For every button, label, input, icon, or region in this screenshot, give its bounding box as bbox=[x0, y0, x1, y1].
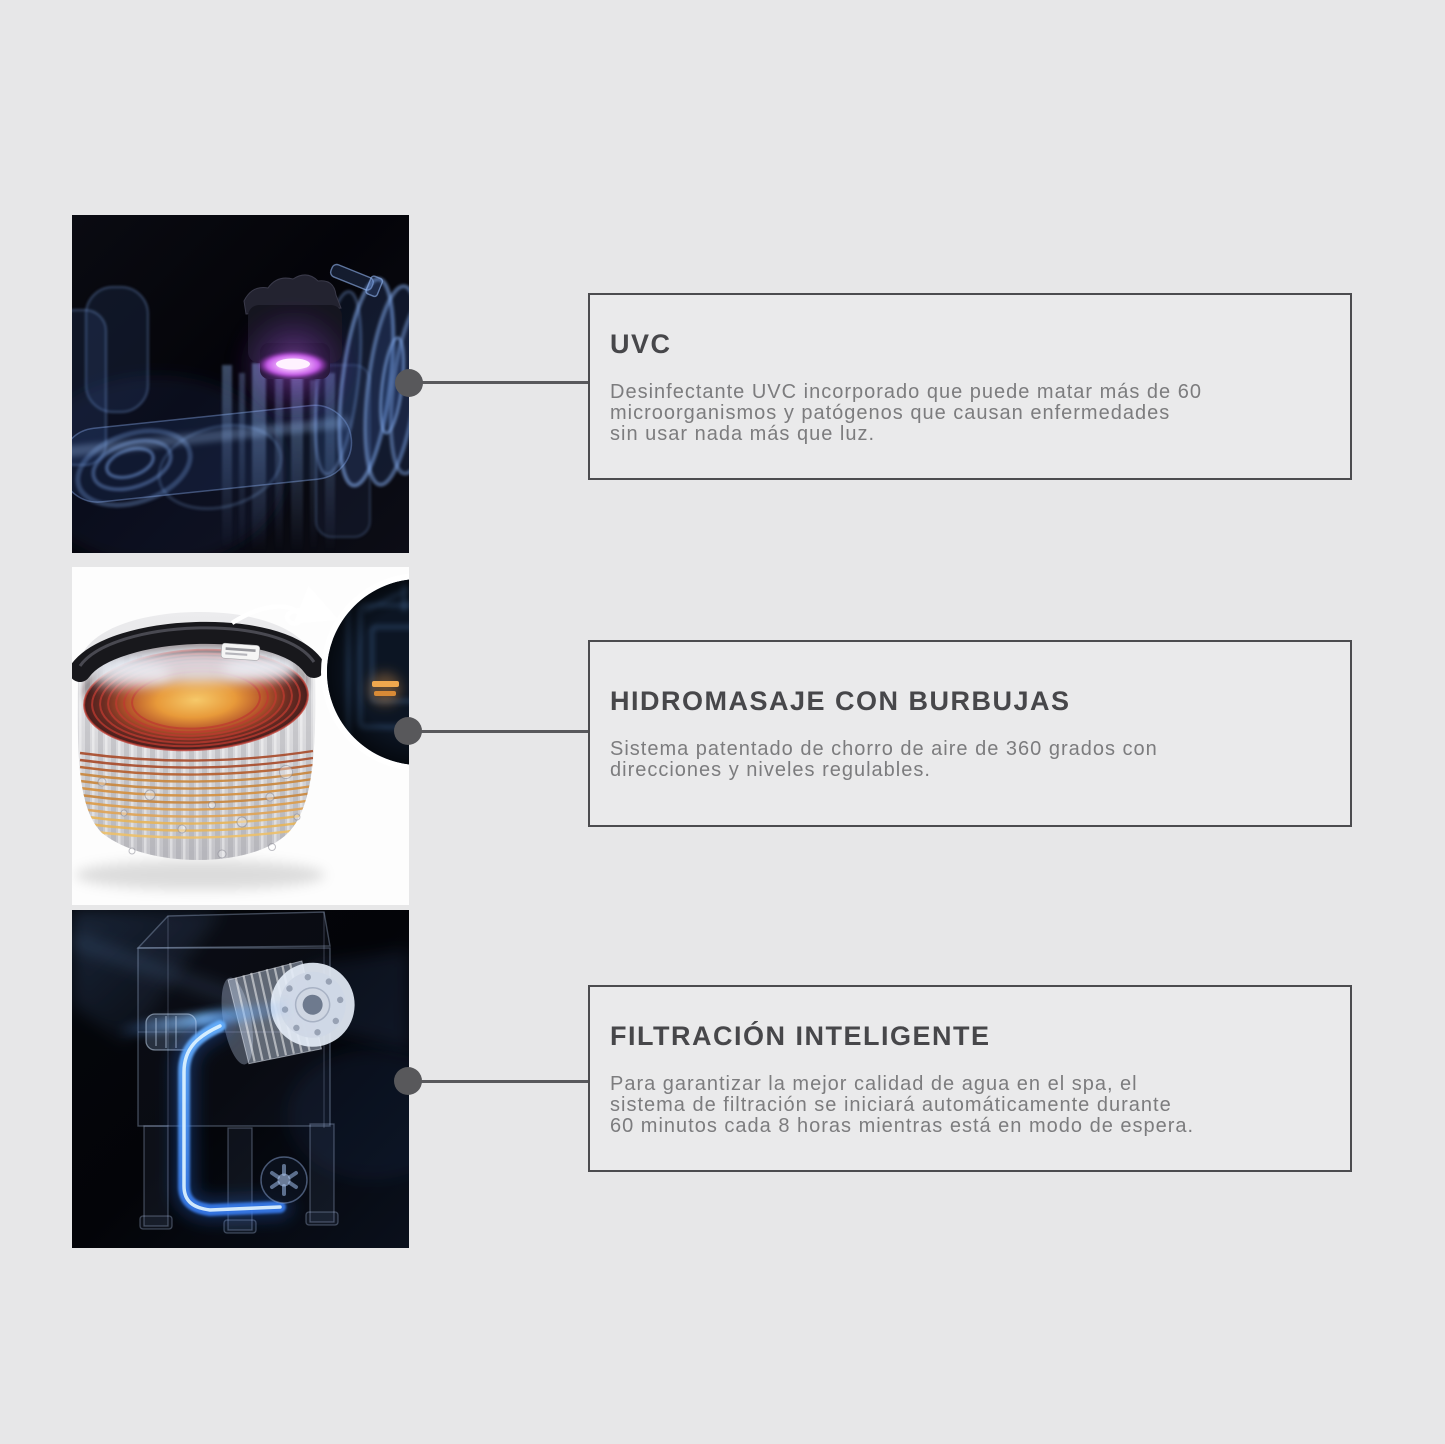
feature-description-hidromasaje bbox=[610, 739, 1322, 781]
connector-dot-filtracion bbox=[394, 1067, 422, 1095]
description-line: microorganismos y patógenos que causan enfermedades bbox=[610, 401, 1171, 424]
filtration-image bbox=[72, 910, 409, 1248]
feature-title-filtracion: FILTRACIÓN INTELIGENTE bbox=[610, 1020, 991, 1051]
description-line: Sistema patentado de chorro de aire de 360 grados con bbox=[610, 738, 1158, 760]
spa-image bbox=[72, 567, 409, 905]
connector-line-hidromasaje bbox=[408, 730, 589, 733]
filtration-xray-graphic bbox=[72, 910, 409, 1248]
feature-title-hidromasaje: HIDROMASAJE CON BURBUJAS bbox=[610, 686, 1071, 716]
description-line: 60 minutos cada 8 horas mientras está en modo de espera. bbox=[610, 1114, 1195, 1137]
feature-description-uvc bbox=[610, 382, 1322, 445]
connector-line-uvc bbox=[408, 381, 589, 384]
description-line: sistema de filtración se iniciará automáticamente durante bbox=[610, 1093, 1172, 1116]
description-line: sin usar nada más que luz. bbox=[610, 422, 876, 445]
feature-description-filtracion bbox=[610, 1074, 1322, 1137]
feature-box-filtracion bbox=[588, 985, 1352, 1172]
spa-graphic bbox=[72, 567, 409, 905]
description-line: Para garantizar la mejor calidad de agua en el spa, el bbox=[610, 1072, 1138, 1095]
uvc-image bbox=[72, 215, 409, 553]
pump-fan bbox=[261, 1157, 307, 1203]
feature-box-uvc bbox=[588, 293, 1352, 480]
spa-brand-label bbox=[221, 643, 260, 661]
feature-title-uvc: UVC bbox=[610, 328, 672, 359]
description-line: Desinfectante UVC incorporado que puede matar más de 60 bbox=[610, 380, 1202, 403]
connector-dot-hidromasaje bbox=[394, 717, 422, 745]
description-line: direcciones y niveles regulables. bbox=[610, 759, 931, 781]
uvc-lamp bbox=[234, 275, 354, 425]
connector-dot-uvc bbox=[395, 369, 423, 397]
connector-line-filtracion bbox=[408, 1080, 589, 1083]
uvc-xray-graphic bbox=[72, 215, 409, 553]
feature-box-hidromasaje bbox=[588, 640, 1352, 827]
